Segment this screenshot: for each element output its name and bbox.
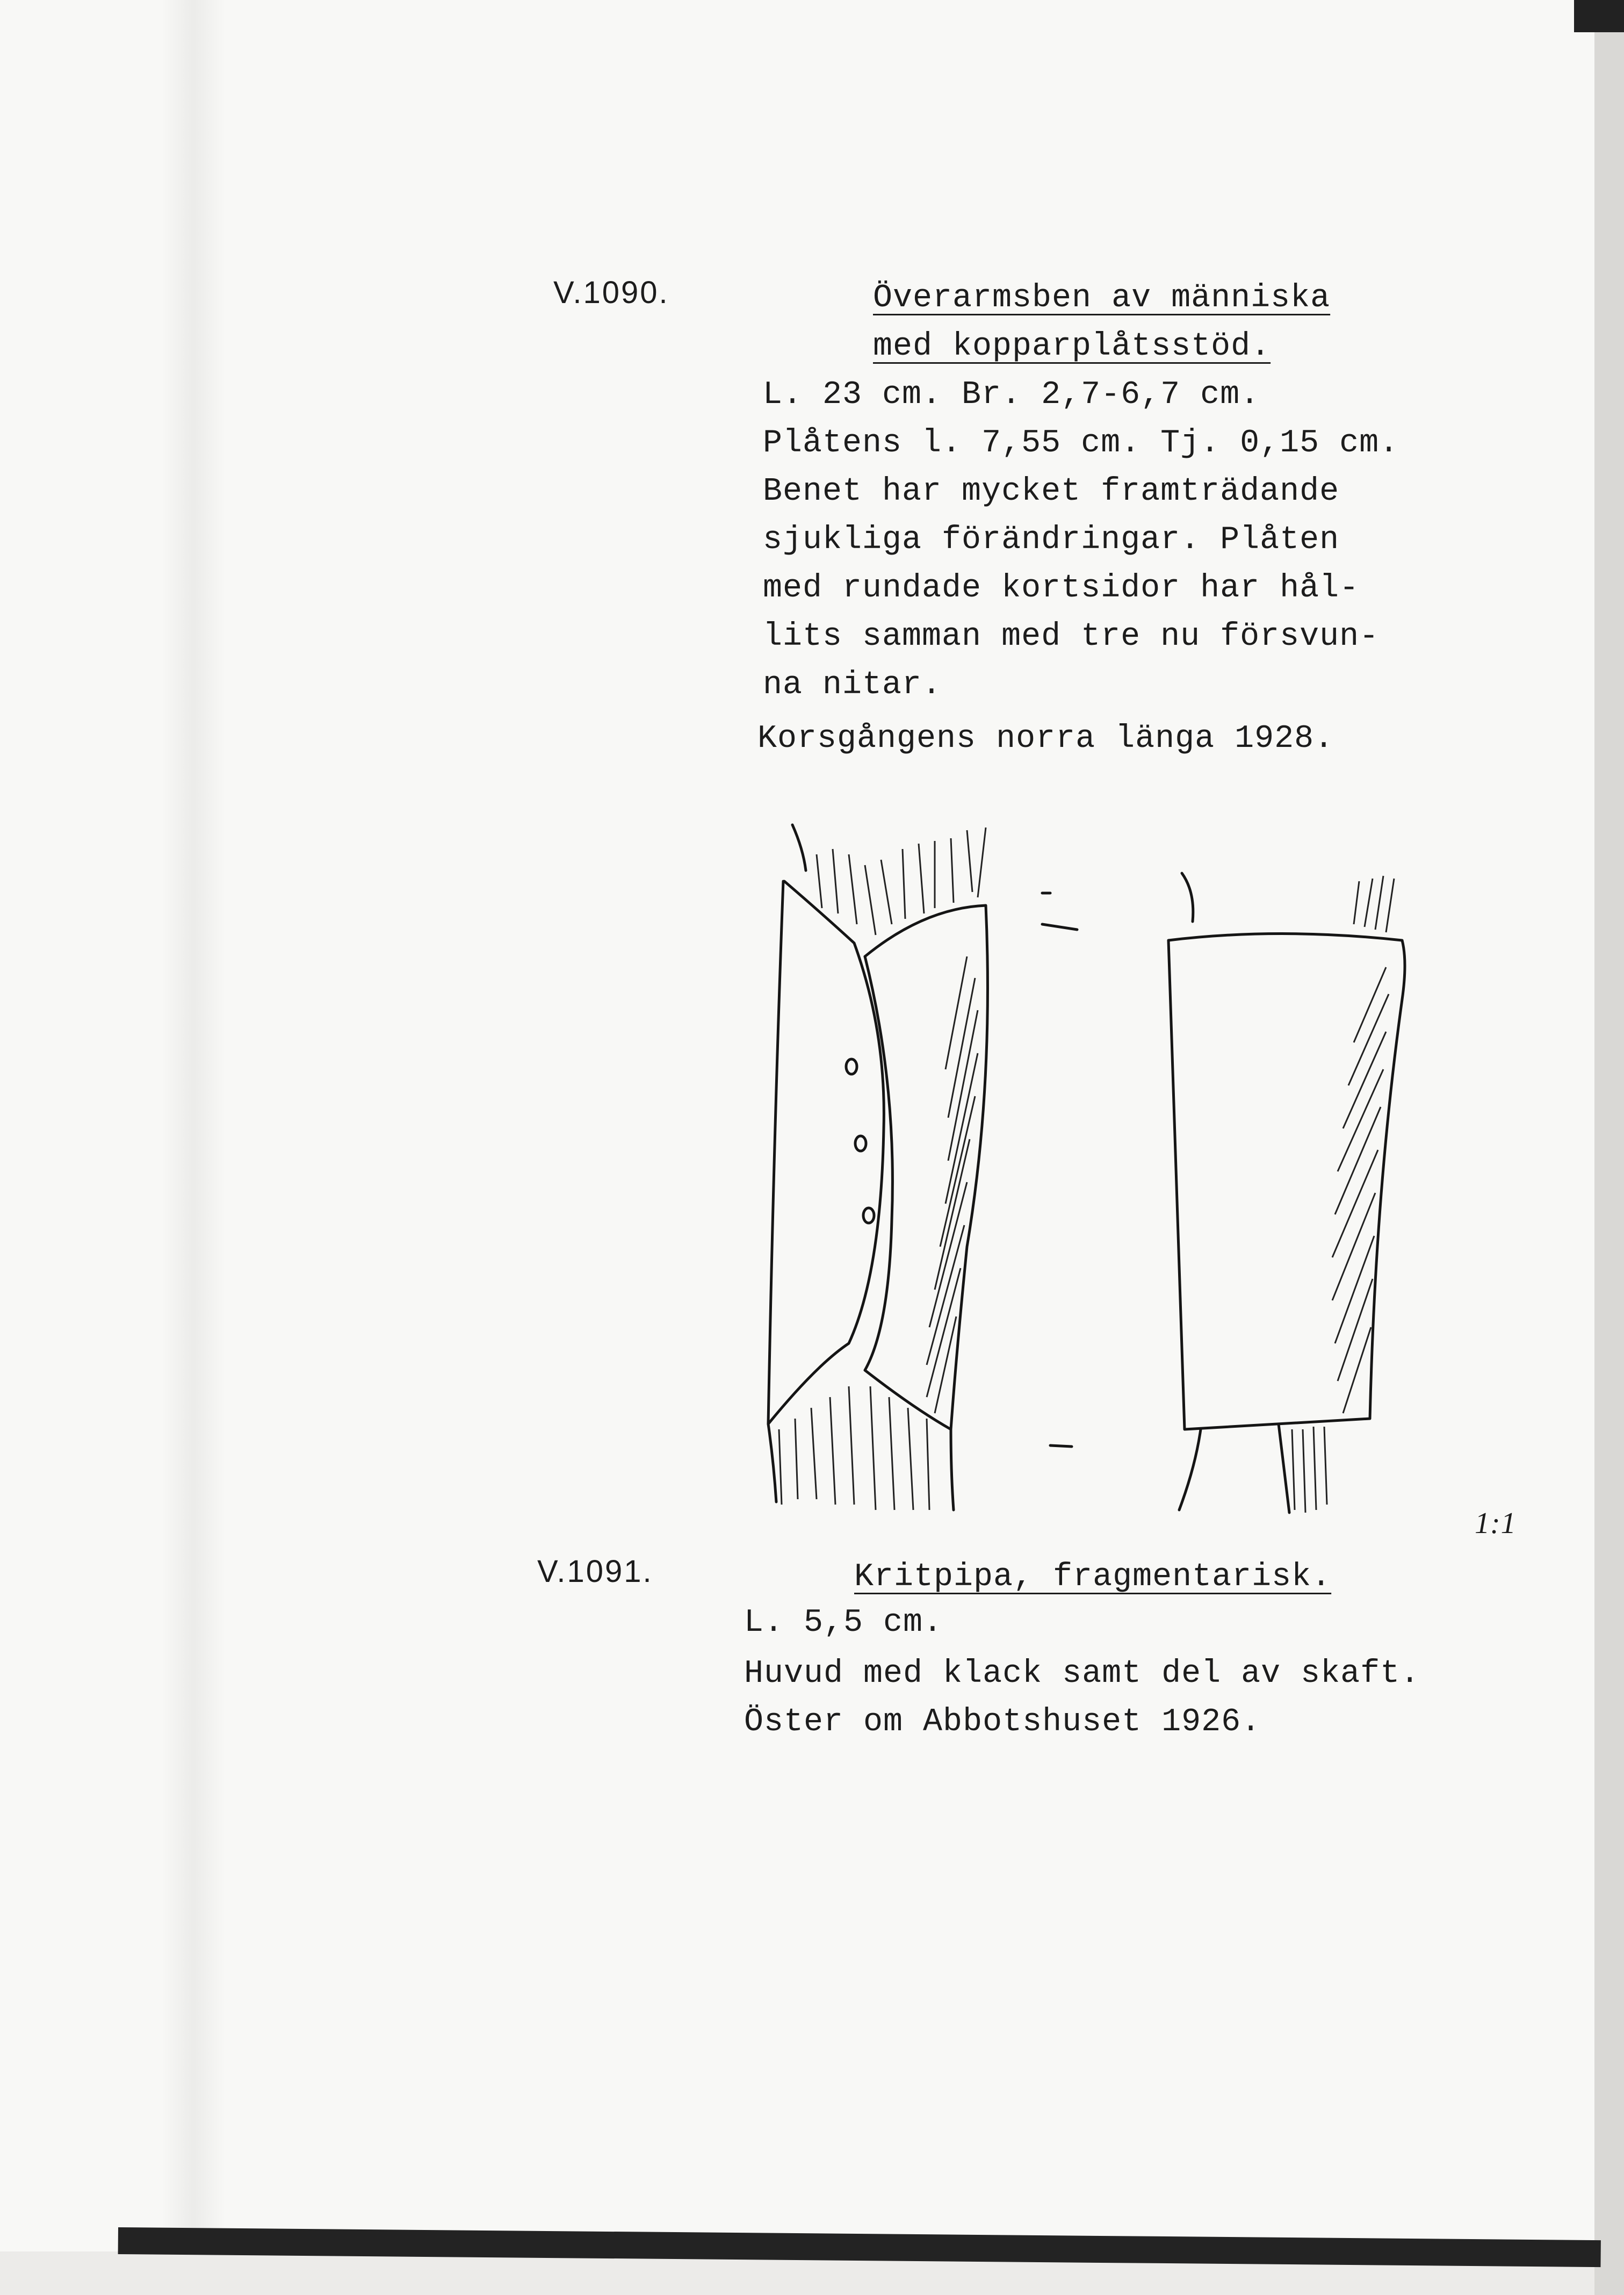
entry-body-line: Plåtens l. 7,55 cm. Tj. 0,15 cm. — [763, 425, 1399, 462]
binding-shadow — [161, 0, 226, 2251]
scale-label: 1:1 — [1475, 1507, 1517, 1540]
entry-title-line: Överarmsben av människa — [873, 280, 1331, 316]
page-right-edge — [1594, 21, 1624, 2295]
entry-body-line: sjukliga förändringar. Plåten — [763, 522, 1340, 558]
entry-body-line: med rundade kortsidor har hål- — [763, 570, 1360, 607]
entry-body-line: lits samman med tre nu försvun- — [763, 618, 1380, 655]
binder-tab — [1574, 0, 1624, 32]
entry-number: V.1091. — [537, 1554, 653, 1589]
entry-body-line: Korsgångens norra länga 1928. — [757, 721, 1334, 757]
entry-body-line: Huvud med klack samt del av skaft. — [744, 1656, 1420, 1692]
entry-title-line: Kritpipa, fragmentarisk. — [854, 1559, 1332, 1595]
bone-with-plate-drawing-icon — [741, 817, 1440, 1558]
entry-body-line: Öster om Abbotshuset 1926. — [744, 1704, 1261, 1740]
entry-body-line: na nitar. — [763, 667, 942, 703]
entry-body-line: L. 5,5 cm. — [744, 1605, 943, 1641]
entry-number: V.1090. — [553, 275, 669, 310]
entry-body-line: Benet har mycket framträdande — [763, 473, 1340, 510]
entry-title-line: med kopparplåtsstöd. — [873, 328, 1271, 365]
entry-body-line: L. 23 cm. Br. 2,7-6,7 cm. — [763, 377, 1260, 413]
